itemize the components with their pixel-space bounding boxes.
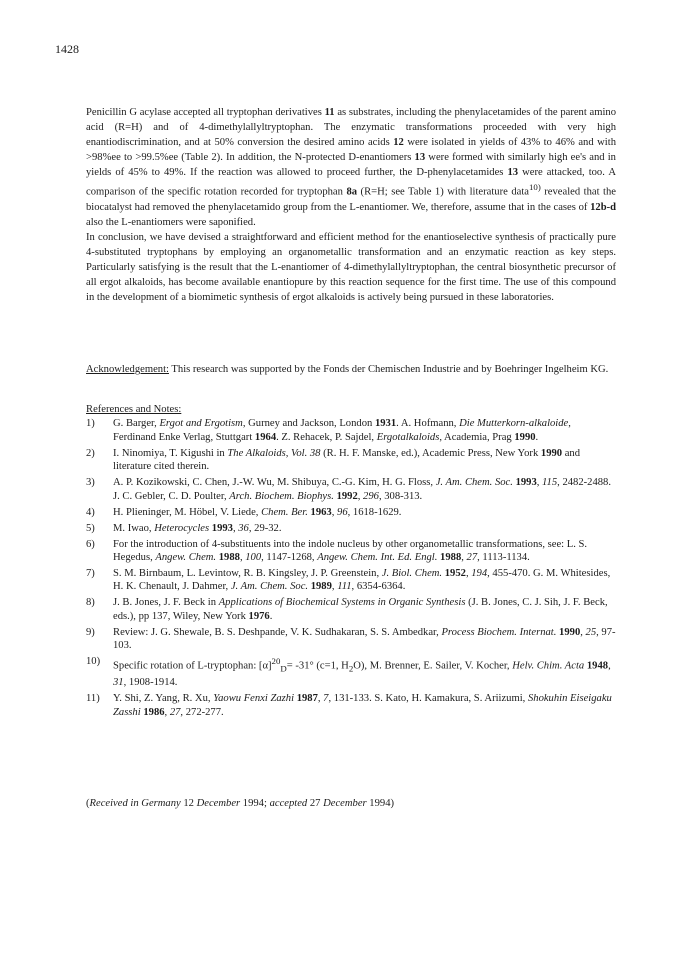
reference-text: J. B. Jones, J. F. Beck in Applications of Biochemical Systems in Organic Synthesis (J. B. Jones, C. J. Sih, J. F. Beck, eds.), pp 137, Wiley, New York 1976. (113, 597, 608, 622)
reference-number: 4) (86, 506, 95, 518)
reference-item (86, 655, 616, 689)
acknowledgement-text: This research was supported by the Fonds der Chemischen Industrie and by Boehringer Ingelheim KG. (168, 364, 609, 375)
reference-item (86, 417, 616, 444)
reference-item (86, 596, 616, 623)
reference-text: For the introduction of 4-substituents into the indole nucleus by other organometallic transformations, see: L. S. Hegedus, Angew. Chem. 1988, 100, 1147-1268, Angew. Chem. Int. Ed. Engl. 1988, 27, 1113-1134. (113, 538, 588, 564)
reference-number: 7) (86, 568, 95, 580)
body-text (86, 105, 616, 305)
paragraph: Penicillin G acylase accepted all tryptophan derivatives 11 as substrates, including the phenylacetamides of the parent amino acid (R=H) and of 4-dimethylallyltryptophan. The enzymatic transformations proceeded with very high enantiodiscrimination, and at 50% conversion the desired amino acids 12 were isolated in yields of 43% to 46% and with >98%ee to >99.5%ee (Table 2). In addition, the N-protected D-enantiomers 13 were formed with similarly high ee's and in yields of 45% to 49%. If the reaction was allowed to proceed further, the D-phenylacetamides 13 were attacked, too. A comparison of the specific rotation recorded for tryptophan 8a (R=H; see Table 1) with literature data$^{10)}$ revealed that the biocatalyst had removed the phenylacetamido group from the L-enantiomer. We, therefore, assume that in the cases of 12b-d also the L-enantiomers were saponified. (86, 107, 617, 228)
acknowledgement (86, 362, 616, 377)
reference-number: 3) (86, 477, 95, 489)
received-note: (Received in Germany 12 December 1994; accepted 27 December 1994) (86, 798, 395, 809)
reference-text: S. M. Birnbaum, L. Levintow, R. B. Kingsley, J. P. Greenstein, J. Biol. Chem. 1952, 194, 455-470. G. M. Whitesides, H. K. Chenault, J. Dahmer, J. Am. Chem. Soc. 1989, 111, 6354-6364. (113, 568, 611, 593)
paragraph: In conclusion, we have devised a straightforward and efficient method for the enantioselective synthesis of practically pure 4-substituted tryptophans by employing an organometallic transformation and an enzymatic reaction as key steps. Particularly satisfying is the result that the L-enantiomer of 4-dimethylallyltryptophan, the central biosynthetic precursor of all ergot alkaloids, has become available enantiopure by this reaction sequence for the first time. The use of this compound in the development of a biomimetic synthesis of ergot alkaloids is actively being pursued in these laboratories. (86, 231, 616, 303)
reference-item (86, 626, 616, 653)
reference-number: 8) (86, 597, 95, 609)
reference-number: 1) (86, 418, 95, 430)
reference-number: 11) (86, 693, 100, 705)
reference-text: I. Ninomiya, T. Kigushi in The Alkaloids, Vol. 38 (R. H. F. Manske, ed.), Academic Press, New York 1990 and literature cited therein. (113, 447, 581, 473)
reference-number: 6) (86, 538, 95, 550)
reference-number: 9) (86, 626, 95, 638)
reference-item (86, 506, 616, 519)
reference-text: Specific rotation of L-tryptophan: $[\alpha]^{20}_D= -31^\circ$ (c=1, $H_2O$), M. Brenner, E. Sailer, V. Kocher, Helv. Chim. Acta 1948, 31, 1908-1914. (113, 656, 611, 689)
reference-item (86, 692, 616, 719)
reference-text: M. Iwao, Heterocycles 1993, 36, 29-32. (113, 522, 282, 534)
reference-item (86, 567, 616, 594)
reference-text: Y. Shi, Z. Yang, R. Xu, Yaowu Fenxi Zazhi 1987, 7, 131-133. S. Kato, H. Kamakura, S. Ariizumi, Shokuhin Eiseigaku Zasshi 1986, 27, 272-277. (113, 693, 612, 718)
acknowledgement-label: Acknowledgement: (86, 364, 169, 375)
reference-item (86, 538, 616, 565)
page-number: 1428 (55, 42, 79, 56)
reference-number: 2) (86, 447, 95, 459)
reference-number: 10) (86, 656, 101, 668)
references-heading: References and Notes: (86, 404, 182, 415)
reference-item (86, 522, 616, 535)
references-section (86, 403, 616, 722)
reference-text: A. P. Kozikowski, C. Chen, J.-W. Wu, M. Shibuya, C.-G. Kim, H. G. Floss, J. Am. Chem. Soc. 1993, 115, 2482-2488. J. C. Gebler, C. D. Poulter, Arch. Biochem. Biophys. 1992, 296, 308-313. (113, 477, 612, 502)
reference-number: 5) (86, 522, 95, 534)
reference-item (86, 476, 616, 503)
reference-list (86, 417, 616, 719)
reference-text: H. Plieninger, M. Höbel, V. Liede, Chem. Ber. 1963, 96, 1618-1629. (113, 506, 402, 518)
reference-text: G. Barger, Ergot and Ergotism, Gurney and Jackson, London 1931. A. Hofmann, Die Mutterkorn-alkaloide, Ferdinand Enke Verlag, Stuttgart 1964. Z. Rehacek, P. Sajdel, Ergotalkaloids, Academia, Prag 1990. (113, 418, 571, 443)
reference-item (86, 447, 616, 474)
reference-text: Review: J. G. Shewale, B. S. Deshpande, V. K. Sudhakaran, S. S. Ambedkar, Process Biochem. Internat. 1990, 25, 97-103. (113, 626, 616, 652)
